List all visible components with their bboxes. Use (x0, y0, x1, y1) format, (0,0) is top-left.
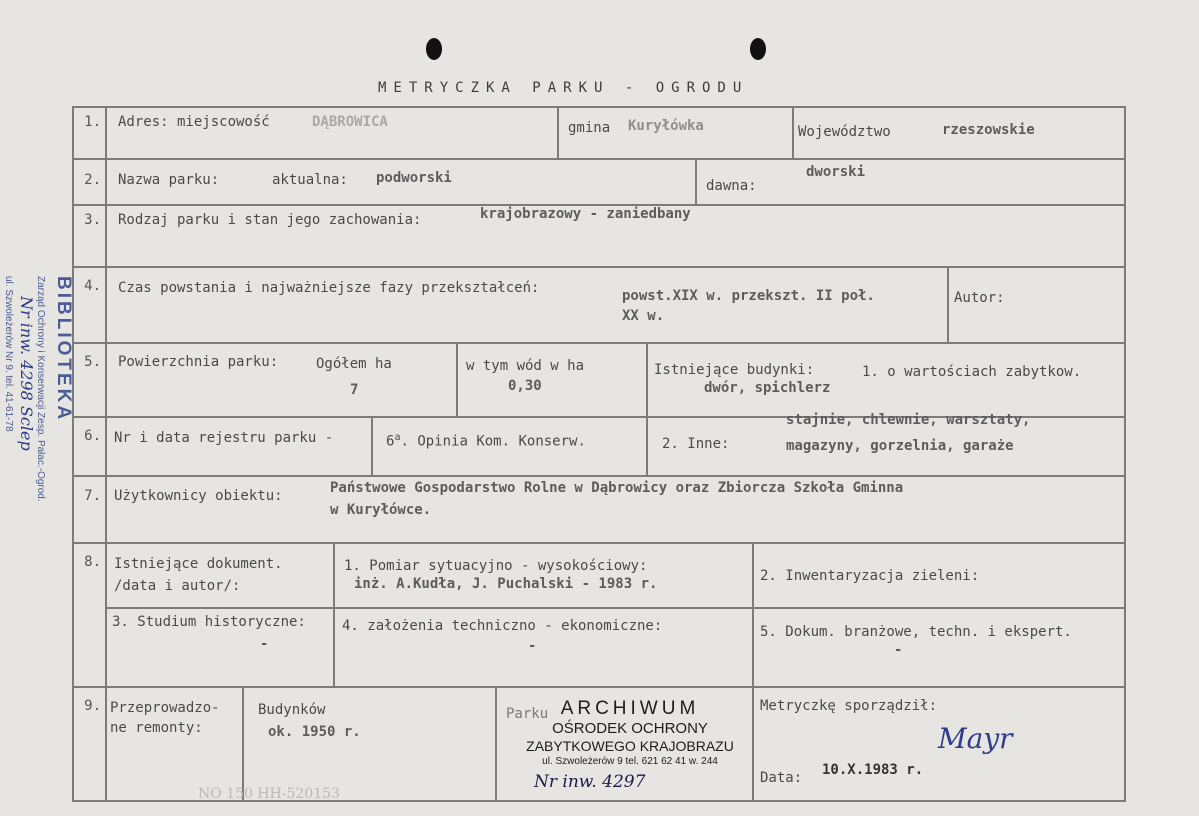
gmina-value: Kuryłówka (628, 118, 704, 134)
margin-handwritten-note: Nr inw. 4298 Sclep (17, 296, 36, 451)
archiwum-stamp-line-1: ARCHIWUM (560, 698, 700, 719)
opinion-text: . Opinia Kom. Konserw. (400, 433, 586, 450)
creation-time-label: Czas powstania i najważniejsze fazy przekształceń: (118, 280, 540, 296)
address-label: Adres: miejscowość (118, 114, 270, 130)
park-type-value: krajobrazowy - zaniedbany (480, 206, 691, 222)
documents-label-1: Istniejące dokument. (114, 556, 283, 572)
biblioteka-stamp-line-1: Zarząd Ochrony i Konserwacji Zesp. Pałac.-Ogrod. (35, 276, 46, 502)
autor-label: Autor: (954, 290, 1005, 306)
renovations-label-2: ne remonty: (110, 720, 203, 736)
park-type-label: Rodzaj parku i stan jego zachowania: (118, 212, 422, 228)
biblioteka-stamp-title: BIBLIOTEKA (53, 276, 74, 423)
ogolem-value: 7 (350, 382, 359, 398)
buildings-label: Istniejące budynki: (654, 362, 815, 378)
dawna-value: dworski (806, 164, 866, 180)
users-value-1: Państwowe Gospodarstwo Rolne w Dąbrowicy oraz Zbiorcza Szkoła Gminna (330, 480, 904, 496)
date-value: 10.X.1983 r. (822, 762, 924, 778)
other-buildings-label: 2. Inne: (662, 436, 730, 452)
row-1-number: 1. (84, 114, 101, 130)
opinion-label (386, 432, 586, 450)
archiwum-stamp-line-4: ul. Szwoleżerów 9 tel. 621 62 41 w. 244 (542, 756, 718, 767)
signature: Mayr (938, 722, 1013, 755)
register-label: Nr i data rejestru parku - (114, 430, 334, 446)
prepared-by-label: Metryczkę sporządził: (760, 698, 938, 714)
punch-hole-left (426, 38, 442, 60)
other-buildings-value-2: magazyny, gorzelnia, garaże (786, 438, 1014, 454)
expert-documentation-label: 5. Dokum. branżowe, techn. i ekspert. (760, 624, 1072, 640)
park-renovation-label: Parku (506, 706, 549, 722)
buildings-historic-label: 1. o wartościach zabytkow. (862, 364, 1082, 380)
historical-study-value: - (260, 636, 269, 652)
gmina-label: gmina (568, 120, 611, 136)
ogolem-label: Ogółem ha (316, 356, 392, 372)
creation-time-value-1: powst.XIX w. przekszt. II poł. (622, 288, 875, 304)
row-5-number: 5. (84, 354, 101, 370)
row-7-number: 7. (84, 488, 101, 504)
technical-assumptions-label: 4. założenia techniczno - ekonomiczne: (342, 618, 663, 634)
row-6-number: 6. (84, 428, 101, 444)
biblioteka-stamp-line-2: ul. Szwoleżerów Nr 9. tel. 41-61-78 (3, 276, 14, 432)
dawna-label: dawna: (706, 178, 757, 194)
wojewodztwo-value: rzeszowskie (942, 122, 1035, 138)
opinion-number: 6 (386, 433, 395, 450)
opinion-superscript: a (394, 432, 401, 443)
documents-label-2: /data i autor/: (114, 578, 241, 594)
users-label: Użytkownicy obiektu: (114, 488, 283, 504)
users-value-2: w Kuryłówce. (330, 502, 432, 518)
row-8-number: 8. (84, 554, 101, 570)
row-4-number: 4. (84, 278, 101, 294)
technical-assumptions-value: - (528, 638, 537, 654)
document-title: METRYCZKA PARKU - OGRODU (378, 80, 749, 96)
address-value: DĄBROWICA (312, 114, 388, 130)
creation-time-value-2: XX w. (622, 308, 665, 324)
historical-study-label: 3. Studium historyczne: (112, 614, 306, 630)
other-buildings-value-1: stajnie, chlewnie, warsztaty, (786, 412, 1031, 428)
aktualna-label: aktualna: (272, 172, 348, 188)
wojewodztwo-label: Województwo (798, 124, 891, 140)
archiwum-stamp-line-2: OŚRODEK OCHRONY (552, 720, 708, 737)
survey-value: inż. A.Kudła, J. Puchalski - 1983 r. (354, 576, 658, 592)
greenery-inventory-label: 2. Inwentaryzacja zieleni: (760, 568, 980, 584)
inventory-number-handwritten: Nr inw. 4297 (534, 772, 646, 792)
park-name-label: Nazwa parku: (118, 172, 220, 188)
row-3-number: 3. (84, 212, 101, 228)
water-area-label: w tym wód w ha (466, 358, 585, 374)
buildings-renovation-value: ok. 1950 r. (268, 724, 361, 740)
faint-bottom-text: NO 150 HH-520153 (198, 786, 340, 802)
aktualna-value: podworski (376, 170, 452, 186)
expert-documentation-value: - (894, 642, 903, 658)
row-2-number: 2. (84, 172, 101, 188)
area-label: Powierzchnia parku: (118, 354, 279, 370)
row-9-number: 9. (84, 698, 101, 714)
buildings-renovation-label: Budynków (258, 702, 326, 718)
buildings-historic-value: dwór, spichlerz (704, 380, 831, 396)
date-label: Data: (760, 770, 803, 786)
renovations-label-1: Przeprowadzo- (110, 700, 220, 716)
punch-hole-right (750, 38, 766, 60)
archiwum-stamp-line-3: ZABYTKOWEGO KRAJOBRAZU (526, 738, 734, 754)
survey-label: 1. Pomiar sytuacyjno - wysokościowy: (344, 558, 648, 574)
water-area-value: 0,30 (508, 378, 542, 394)
